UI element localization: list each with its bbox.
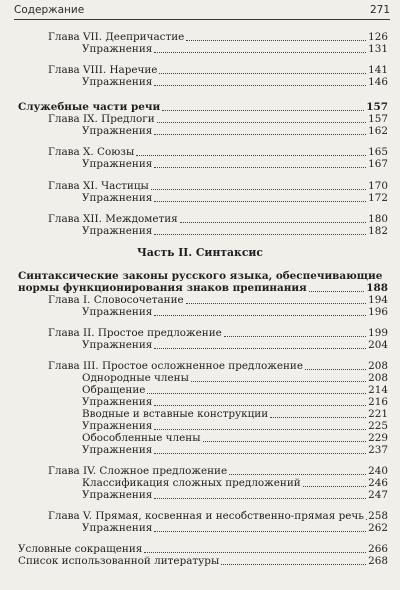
toc-entry-page: 162 — [368, 125, 388, 137]
toc-entry-page: 204 — [368, 339, 388, 351]
dot-leader — [154, 125, 366, 135]
toc-entry-page: 165 — [368, 146, 388, 158]
dot-leader — [154, 444, 366, 454]
dot-leader — [154, 76, 366, 86]
toc-entry — [82, 339, 388, 351]
toc-entry-page: 258 — [368, 510, 388, 522]
toc-entry-page: 199 — [368, 327, 388, 339]
dot-leader — [154, 420, 366, 430]
toc-entry-title: Глава III. Простое осложненное предложение — [48, 360, 303, 372]
dot-leader — [154, 225, 366, 235]
toc-entry-title: Упражнения — [82, 444, 153, 456]
toc-entry-page: 172 — [368, 192, 388, 204]
toc-entry-title: Глава XI. Частицы — [48, 180, 149, 192]
toc-entry-page: 237 — [368, 444, 388, 456]
toc-entry-page: 157 — [368, 113, 388, 125]
dot-leader — [309, 282, 365, 292]
toc-entry-title: Упражнения — [82, 306, 153, 318]
toc-entry-page: 170 — [368, 180, 388, 192]
toc-entry-page: 262 — [368, 522, 388, 534]
dot-leader — [186, 31, 366, 41]
toc-entry-page: 221 — [368, 408, 388, 420]
toc-entry — [48, 327, 388, 339]
toc-entry-page: 240 — [368, 465, 388, 477]
toc-entry-page: 216 — [368, 396, 388, 408]
dot-leader — [221, 555, 366, 565]
toc-entry-title: Классификация сложных предложений — [82, 477, 301, 489]
toc-entry-title: нормы функционирования знаков препинания — [18, 282, 307, 294]
toc-entry-title: Глава VII. Деепричастие — [48, 31, 185, 43]
toc-entry-page: 180 — [368, 213, 388, 225]
toc-entry-title: Упражнения — [82, 158, 153, 170]
toc-entry-page: 146 — [368, 76, 388, 88]
dot-leader — [303, 477, 366, 487]
toc-entry-title: Упражнения — [82, 339, 153, 351]
dot-leader — [270, 408, 366, 418]
toc-entry-page: 141 — [368, 64, 388, 76]
toc-entry — [82, 76, 388, 88]
toc-entry-page: 266 — [368, 543, 388, 555]
dot-leader — [154, 158, 366, 168]
toc-entry — [82, 432, 388, 444]
toc-entry — [82, 489, 388, 501]
toc-entry-title: Упражнения — [82, 522, 153, 534]
toc-entry — [82, 43, 388, 55]
toc-entry — [18, 282, 388, 294]
toc-entry — [82, 384, 388, 396]
toc-entry-page: 196 — [368, 306, 388, 318]
toc-entry-title: Вводные и вставные конструкции — [82, 408, 269, 420]
toc-entry-page: 194 — [368, 294, 388, 306]
toc-entry — [18, 555, 388, 567]
toc-entry-title: Условные сокращения — [18, 543, 143, 555]
toc-entry-title: Упражнения — [82, 225, 153, 237]
dot-leader — [136, 146, 366, 156]
dot-leader — [151, 180, 366, 190]
toc-entry-title: Упражнения — [82, 489, 153, 501]
toc-entry — [48, 510, 388, 522]
dot-leader — [157, 113, 367, 123]
toc-entry-page: 208 — [368, 372, 388, 384]
toc-entry-title: Глава II. Простое предложение — [48, 327, 222, 339]
toc-entry-title: Глава IX. Предлоги — [48, 113, 155, 125]
toc-entry — [82, 158, 388, 170]
toc-entry — [82, 125, 388, 137]
toc-entry-title: Глава IV. Сложное предложение — [48, 465, 228, 477]
dot-leader — [154, 522, 366, 532]
toc-entry-page: 229 — [368, 432, 388, 444]
toc-entry — [48, 360, 388, 372]
toc-entry — [82, 396, 388, 408]
toc-entry — [48, 31, 388, 43]
dot-leader — [229, 465, 366, 475]
toc-entry-title: Упражнения — [82, 192, 153, 204]
dot-leader — [154, 339, 366, 349]
syntax-laws-heading: Синтаксические законы русского языка, обеспечивающие — [18, 270, 383, 282]
toc-entry-title: Обращение — [82, 384, 146, 396]
toc-entry-page: 268 — [368, 555, 388, 567]
toc-entry-title: Глава XII. Междометия — [48, 213, 178, 225]
dot-leader — [180, 213, 366, 223]
running-header-section: Содержание — [14, 4, 85, 16]
toc-entry-page: 188 — [366, 282, 388, 294]
dot-leader — [154, 306, 366, 316]
toc-entry-page: 214 — [368, 384, 388, 396]
toc-entry-page: 157 — [366, 101, 388, 113]
toc-entry — [18, 101, 388, 113]
toc-entry — [82, 420, 388, 432]
dot-leader — [154, 192, 366, 202]
dot-leader — [154, 396, 366, 406]
toc-entry-title: Глава V. Прямая, косвенная и несобственно-прямая речь — [48, 510, 364, 522]
dot-leader — [162, 101, 364, 111]
toc-entry-title: Служебные части речи — [18, 101, 161, 113]
toc-entry — [48, 294, 388, 306]
toc-entry — [48, 213, 388, 225]
dot-leader — [186, 294, 366, 304]
dot-leader — [154, 43, 366, 53]
toc-entry-page: 182 — [368, 225, 388, 237]
toc-entry — [48, 113, 388, 125]
dot-leader — [147, 384, 366, 394]
dot-leader — [154, 489, 366, 499]
toc-entry-page: 246 — [368, 477, 388, 489]
page-number: 271 — [369, 4, 390, 16]
toc-entry-page: 208 — [368, 360, 388, 372]
toc-entry-title: Упражнения — [82, 76, 153, 88]
dot-leader — [305, 360, 366, 370]
toc-entry-title: Глава I. Словосочетание — [48, 294, 184, 306]
toc-entry — [82, 408, 388, 420]
toc-entry-title: Список использованной литературы — [18, 555, 220, 567]
toc-entry-page: 225 — [368, 420, 388, 432]
toc-entry-page: 247 — [368, 489, 388, 501]
toc-entry — [48, 465, 388, 477]
toc-entry-page: 131 — [368, 43, 388, 55]
toc-entry — [82, 477, 388, 489]
toc-entry — [82, 444, 388, 456]
toc-entry-title: Упражнения — [82, 125, 153, 137]
part-title: Часть II. Синтаксис — [137, 246, 263, 259]
toc-entry-title: Упражнения — [82, 396, 153, 408]
toc-entry-page: 126 — [368, 31, 388, 43]
toc-entry — [82, 306, 388, 318]
toc-entry — [82, 225, 388, 237]
toc-entry-page: 167 — [368, 158, 388, 170]
toc-entry — [48, 180, 388, 192]
toc-entry-title: Обособленные члены — [82, 432, 201, 444]
toc-entry-title: Упражнения — [82, 420, 153, 432]
toc-entry — [18, 543, 388, 555]
toc-entry — [82, 192, 388, 204]
toc-entry-title: Глава X. Союзы — [48, 146, 135, 158]
toc-entry — [48, 146, 388, 158]
dot-leader — [191, 372, 366, 382]
toc-entry — [82, 372, 388, 384]
dot-leader — [224, 327, 366, 337]
toc-entry-title: Упражнения — [82, 43, 153, 55]
dot-leader — [159, 64, 366, 74]
dot-leader — [203, 432, 367, 442]
dot-leader — [144, 543, 366, 553]
toc-entry-title: Глава VIII. Наречие — [48, 64, 158, 76]
toc-entry — [48, 64, 388, 76]
toc-entry — [82, 522, 388, 534]
toc-entry-title: Однородные члены — [82, 372, 189, 384]
